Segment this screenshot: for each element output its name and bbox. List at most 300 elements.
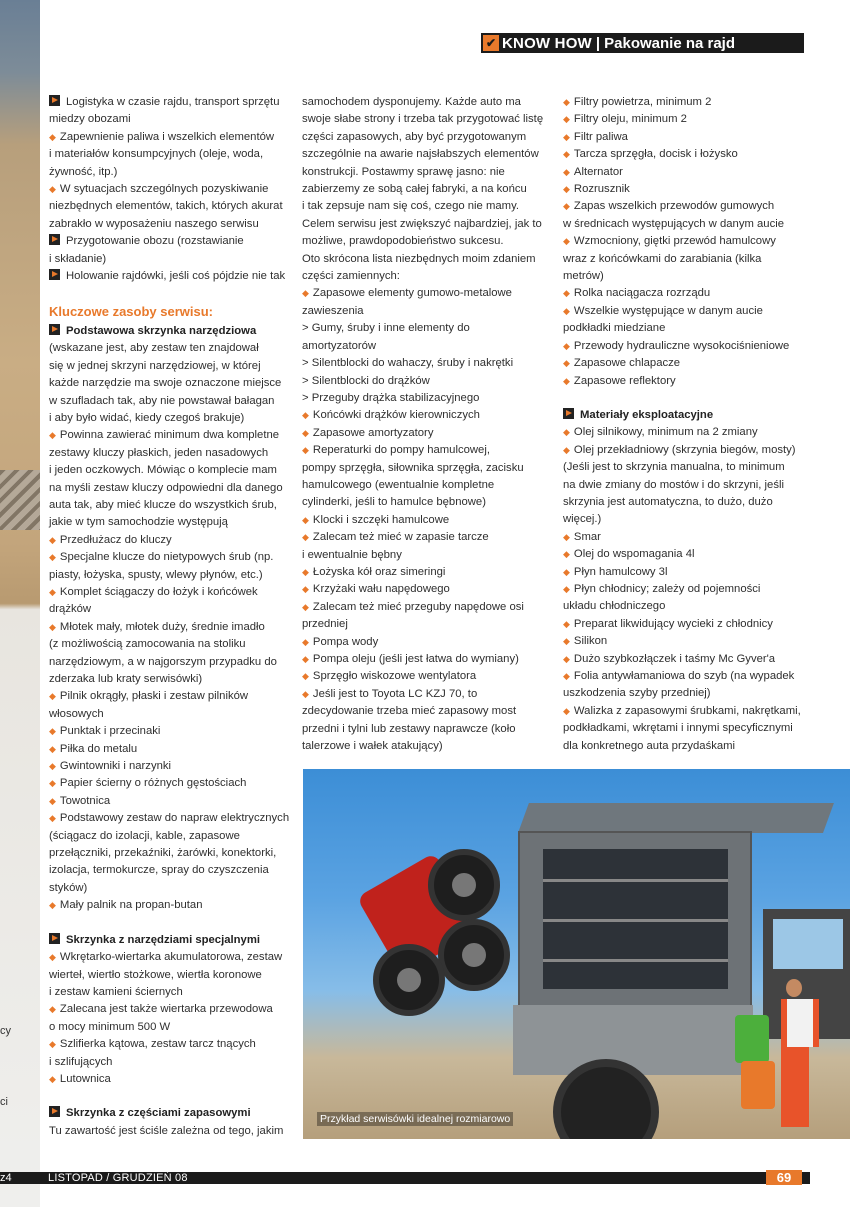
- list-item: [49, 967, 294, 984]
- list-item: [563, 320, 813, 337]
- list-item-text: (z możliwością zamocowania na stoliku: [49, 638, 246, 651]
- list-item-text: przedni i tylni lub zestawy naprawcze (koło: [302, 722, 516, 735]
- list-item-text: zabrakło w wyposażeniu naszego serwisu: [49, 217, 259, 230]
- list-item-text: Papier ścierny o różnych gęstościach: [59, 777, 247, 790]
- list-item-text: Pompa wody: [312, 635, 379, 648]
- list-item: [302, 181, 547, 198]
- quad-bike: [343, 849, 503, 999]
- diamond-bullet-icon: ◆: [563, 201, 570, 212]
- arrow-box-icon: [49, 324, 60, 335]
- list-item-text: możliwe, prawdopodobieństwo sukcesu.: [302, 235, 504, 248]
- list-item-text: Zapasowe reflektory: [573, 374, 676, 387]
- list-item: [302, 547, 547, 564]
- list-item: [563, 668, 813, 685]
- list-item-text: Wszelkie występujące w danym aucie: [573, 304, 763, 317]
- list-item: [49, 427, 294, 444]
- list-item: [302, 303, 547, 320]
- list-item: [49, 340, 294, 357]
- list-item: [302, 285, 547, 302]
- orange-barrel: [741, 1061, 775, 1109]
- list-item: [563, 703, 813, 720]
- diamond-bullet-icon: ◆: [49, 184, 56, 195]
- diamond-bullet-icon: ◆: [563, 149, 570, 160]
- list-item: [563, 355, 813, 372]
- diamond-bullet-icon: ◆: [563, 653, 570, 664]
- list-item: [49, 462, 294, 479]
- box3-heading: [49, 1105, 294, 1122]
- adjacent-page-text-2: ci: [0, 1096, 8, 1108]
- list-item-text: wierteł, wiertło stożkowe, wiertła koronowe: [49, 968, 262, 981]
- list-item: [49, 410, 294, 427]
- list-item: [563, 129, 813, 146]
- list-item: [302, 390, 547, 407]
- list-item: [49, 129, 294, 146]
- list-item: [563, 738, 813, 755]
- box1-list: [49, 340, 294, 914]
- list-item: [563, 285, 813, 302]
- box1-heading: [49, 323, 294, 340]
- list-item-text: niezbędnych elementów, takich, których akurat: [49, 200, 283, 213]
- list-item: [302, 494, 547, 511]
- list-item: [49, 845, 294, 862]
- list-item: [563, 494, 813, 511]
- list-item-text: Tarcza sprzęgła, docisk i łożysko: [573, 148, 738, 161]
- list-item-text: pompy sprzęgła, siłownika sprzęgła, zacisku: [302, 461, 524, 474]
- list-item: [563, 616, 813, 633]
- list-item: [302, 216, 547, 233]
- box1-title: Podstawowa skrzynka narzędziowa: [66, 324, 257, 337]
- list-item-text: konstrukcji. Postawmy sprawę jasno: nie: [302, 165, 505, 178]
- list-item: [563, 251, 813, 268]
- list-item-text: amortyzatorów: [302, 339, 377, 352]
- list-item: [49, 198, 294, 215]
- list-item-text: hamulcowego (ewentualnie kompletne: [302, 478, 495, 491]
- list-item: [563, 373, 813, 390]
- diamond-bullet-icon: ◆: [302, 288, 309, 299]
- article-title: Pakowanie na rajd: [604, 34, 736, 52]
- footer-bar: [40, 1172, 810, 1184]
- list-item: [563, 598, 813, 615]
- list-item: [49, 723, 294, 740]
- list-item: [563, 198, 813, 215]
- green-barrel: [735, 1015, 769, 1063]
- list-item: [302, 651, 547, 668]
- list-item-text: części zapasowych, aby być przygotowanym: [302, 130, 527, 143]
- list-item: [563, 685, 813, 702]
- list-item: [563, 164, 813, 181]
- list-item-text: i ewentualnie bębny: [302, 548, 402, 561]
- diamond-bullet-icon: ◆: [49, 430, 56, 441]
- list-item: [563, 633, 813, 650]
- list-item-text: Zapasowe chlapacze: [573, 357, 681, 370]
- list-item: [563, 181, 813, 198]
- list-item: [49, 94, 294, 111]
- list-item-text: Folia antywłamaniowa do szyb (na wypadek: [573, 670, 795, 682]
- list-item-text: Lutownica: [59, 1072, 111, 1085]
- diamond-bullet-icon: ◆: [563, 184, 570, 195]
- list-item-text: na myśli zestaw kluczy odpowiedni dla danego: [49, 481, 283, 494]
- list-item: [49, 880, 294, 897]
- list-item-text: drążków: [49, 603, 92, 616]
- list-item: [49, 984, 294, 1001]
- diamond-bullet-icon: ◆: [563, 583, 570, 594]
- diamond-bullet-icon: ◆: [563, 531, 570, 542]
- arrow-box-icon: [49, 95, 60, 106]
- list-item: [302, 129, 547, 146]
- list-item-text: zdecydowanie trzeba mieć zapasowy most: [302, 705, 517, 718]
- list-item: [302, 581, 547, 598]
- list-item-text: na dwie zmiany do mostów i do skrzyni, jeśli: [563, 478, 785, 491]
- list-item-text: auta tak, aby mieć klucze do wszystkich śrub,: [49, 498, 277, 511]
- arrow-box-icon: [49, 234, 60, 245]
- list-item: [49, 1036, 294, 1053]
- list-item: [302, 233, 547, 250]
- list-item: [563, 651, 813, 668]
- list-item: [49, 1019, 294, 1036]
- list-item: [563, 511, 813, 528]
- diamond-bullet-icon: ◆: [563, 549, 570, 560]
- list-item-text: zawieszenia: [302, 304, 364, 317]
- truck-cab-window: [773, 919, 843, 969]
- diamond-bullet-icon: ◆: [563, 427, 570, 438]
- diamond-bullet-icon: ◆: [302, 636, 309, 647]
- list-item-text: Młotek mały, młotek duży, średnie imadło: [59, 620, 265, 633]
- list-item-text: w szufladach tak, aby nie powstawał bałagan: [49, 394, 275, 407]
- text-column-1: [49, 94, 294, 1140]
- truck-awning: [518, 803, 834, 833]
- list-item-text: przedniej: [302, 618, 348, 631]
- list-item-text: (wskazane jest, aby zestaw ten znajdował: [49, 342, 259, 355]
- list-item-text: Zapas wszelkich przewodów gumowych: [573, 200, 775, 213]
- list-item: [49, 233, 294, 250]
- list-item-text: > Silentblocki do wahaczy, śruby i nakrętki: [302, 357, 514, 370]
- adjacent-page-text-3: z4: [0, 1172, 40, 1184]
- list-item: [49, 181, 294, 198]
- list-item-text: Podstawowy zestaw do napraw elektrycznych: [59, 812, 290, 825]
- list-item-text: styków): [49, 881, 88, 894]
- list-item: [49, 601, 294, 618]
- list-item-text: i zestaw kamieni ściernych: [49, 985, 183, 998]
- diamond-bullet-icon: ◆: [563, 375, 570, 386]
- list-item-text: > Przeguby drążka stabilizacyjnego: [302, 391, 480, 404]
- diamond-bullet-icon: ◆: [563, 566, 570, 577]
- list-item: [49, 862, 294, 879]
- list-item: [302, 599, 547, 616]
- arrow-box-icon: [49, 269, 60, 280]
- list-item: [563, 459, 813, 476]
- list-item-text: Dużo szybkozłączek i taśmy Mc Gyver'a: [573, 652, 776, 665]
- list-item: [49, 1001, 294, 1018]
- list-item: [49, 671, 294, 688]
- diamond-bullet-icon: ◆: [563, 131, 570, 142]
- list-item: [302, 668, 547, 685]
- list-item: [49, 706, 294, 723]
- truck-shelves: [543, 849, 728, 989]
- list-item-text: i aby było widać, kiedy czegoś brakuje): [49, 411, 245, 424]
- list-item: [49, 268, 294, 285]
- list-item-text: Klocki i szczęki hamulcowe: [312, 513, 450, 526]
- diamond-bullet-icon: ◆: [563, 236, 570, 247]
- spare-parts-list: [302, 94, 547, 755]
- diamond-bullet-icon: ◆: [302, 601, 309, 612]
- list-item: [49, 146, 294, 163]
- diamond-bullet-icon: ◆: [49, 761, 56, 772]
- list-item-text: Filtry oleju, minimum 2: [573, 113, 687, 126]
- list-item: [563, 529, 813, 546]
- list-item-text: w średnicach występujących w danym aucie: [563, 217, 785, 230]
- list-item-text: zabierzemy ze sobą całej fabryki, a na końcu: [302, 183, 527, 196]
- diamond-bullet-icon: ◆: [563, 671, 570, 681]
- list-item-text: Krzyżaki wału napędowego: [312, 583, 450, 596]
- list-item-text: Zalecam też mieć w zapasie tarcze: [312, 531, 489, 544]
- list-item: [302, 442, 547, 459]
- arrow-box-icon: [49, 1106, 60, 1117]
- list-item: [49, 688, 294, 705]
- list-item: [302, 251, 547, 268]
- diamond-bullet-icon: ◆: [49, 534, 56, 545]
- list-item: [49, 828, 294, 845]
- list-item: [49, 584, 294, 601]
- list-item-text: każde narzędzie ma swoje oznaczone miejsce: [49, 377, 282, 390]
- list-item: [49, 497, 294, 514]
- list-item-text: Mały palnik na propan-butan: [59, 899, 203, 912]
- diamond-bullet-icon: ◆: [49, 586, 56, 597]
- list-item-text: Olej przekładniowy (skrzynia biegów, mosty): [573, 443, 796, 456]
- list-item-text: Pompa oleju (jeśli jest łatwa do wymiany): [312, 653, 519, 665]
- list-item-text: Piłka do metalu: [59, 742, 138, 755]
- issue-label: LISTOPAD / GRUDZIEŃ 08: [48, 1172, 188, 1184]
- diamond-bullet-icon: ◆: [563, 305, 570, 316]
- list-item: [563, 216, 813, 233]
- list-item-text: Sprzęgło wiskozowe wentylatora: [312, 670, 477, 683]
- list-item: [563, 546, 813, 563]
- list-item: [302, 460, 547, 477]
- list-item: [49, 480, 294, 497]
- list-item-text: Zapasowe amortyzatory: [312, 426, 434, 439]
- list-item-text: samochodem dysponujemy. Każde auto ma: [302, 96, 521, 108]
- list-item: [302, 320, 547, 337]
- mechanic-figure: [773, 979, 813, 1129]
- list-item-text: miedzy obozami: [49, 113, 131, 126]
- list-item: [49, 111, 294, 128]
- list-item-text: Przygotowanie obozu (rozstawianie: [66, 235, 244, 248]
- materials-title: Materiały eksploatacyjne: [580, 408, 714, 421]
- list-item-text: talerzowe i wałek atakujący): [302, 740, 443, 753]
- list-item: [49, 1054, 294, 1071]
- list-item-text: Rozrusznik: [573, 183, 630, 196]
- diamond-bullet-icon: ◆: [563, 705, 570, 716]
- arrow-box-icon: [563, 408, 574, 419]
- list-item: [563, 424, 813, 441]
- diamond-bullet-icon: ◆: [563, 618, 570, 629]
- list-item: [49, 532, 294, 549]
- diamond-bullet-icon: ◆: [302, 671, 309, 682]
- list-item-text: metrów): [563, 270, 604, 283]
- diamond-bullet-icon: ◆: [49, 1073, 56, 1084]
- list-item-text: żywność, itp.): [49, 165, 118, 178]
- list-item-text: Końcówki drążków kierowniczych: [312, 409, 480, 422]
- list-item: [302, 512, 547, 529]
- diamond-bullet-icon: ◆: [49, 552, 56, 563]
- list-item-text: narzędziowym, a w najgorszym przypadku do: [49, 655, 277, 668]
- diamond-bullet-icon: ◆: [563, 288, 570, 299]
- list-item-text: więcej.): [563, 513, 602, 526]
- list-item-text: wraz z końcówkami do zarabiania (kilka: [563, 252, 762, 265]
- box3-list: [49, 1123, 294, 1140]
- adjacent-page-text-1: cy: [0, 1025, 11, 1037]
- list-item-text: podkładkami, wkrętami i innymi specyficznymi: [563, 722, 793, 735]
- list-item: [563, 146, 813, 163]
- diamond-bullet-icon: ◆: [49, 952, 56, 963]
- diamond-bullet-icon: ◆: [563, 340, 570, 351]
- list-item-text: uszkodzenia szyby przedniej): [563, 687, 711, 700]
- diamond-bullet-icon: ◆: [563, 97, 570, 107]
- diamond-bullet-icon: ◆: [49, 691, 56, 702]
- list-item-text: Płyn hamulcowy 3l: [573, 565, 668, 578]
- list-item-text: Zapewnienie paliwa i wszelkich elementów: [59, 130, 275, 143]
- list-item-text: Powinna zawierać minimum dwa kompletne: [59, 429, 280, 442]
- list-item: [49, 758, 294, 775]
- list-item: [302, 477, 547, 494]
- diamond-bullet-icon: ◆: [49, 131, 56, 142]
- list-item-text: Pilnik okrągły, płaski i zestaw pilników: [59, 690, 249, 703]
- list-item: [49, 567, 294, 584]
- list-item-text: Łożyska kół oraz simeringi: [312, 565, 446, 578]
- adjacent-page-photo-detail: [0, 470, 40, 530]
- diamond-bullet-icon: ◆: [49, 1039, 56, 1050]
- list-item-text: Alternator: [573, 165, 623, 178]
- list-item-text: Olej silnikowy, minimum na 2 zmiany: [573, 426, 758, 439]
- list-item: [302, 268, 547, 285]
- diamond-bullet-icon: ◆: [49, 743, 56, 754]
- list-item: [302, 686, 547, 703]
- list-item-text: Holowanie rajdówki, jeśli coś pójdzie nie tak: [66, 270, 286, 283]
- box2-heading: [49, 932, 294, 949]
- list-item-text: cylinderki, jeśli to hamulce bębnowe): [302, 496, 486, 509]
- list-item: [49, 775, 294, 792]
- list-item: [302, 373, 547, 390]
- list-item: [302, 616, 547, 633]
- diamond-bullet-icon: ◆: [563, 358, 570, 369]
- diamond-bullet-icon: ◆: [563, 166, 570, 177]
- list-item: [302, 146, 547, 163]
- photo-caption: Przykład serwisówki idealnej rozmiarowo: [317, 1112, 513, 1126]
- list-item-text: Smar: [573, 530, 601, 543]
- list-item-text: skrzynia jest automatyczna, to dużo, dużo: [563, 495, 773, 508]
- page-number: 69: [766, 1170, 802, 1185]
- list-item: [49, 619, 294, 636]
- list-item-text: (Jeśli jest to skrzynia manualna, to minimum: [563, 461, 785, 474]
- section-label: KNOW HOW: [502, 34, 592, 52]
- diamond-bullet-icon: ◆: [49, 1004, 56, 1015]
- diamond-bullet-icon: ◆: [563, 636, 570, 647]
- list-item-text: piasty, łożyska, spusty, wlewy płynów, etc.): [49, 568, 263, 581]
- list-item-text: i szlifujących: [49, 1055, 113, 1068]
- intro-list: [49, 94, 294, 285]
- list-item: [302, 425, 547, 442]
- list-item-text: Specjalne klucze do nietypowych śrub (np.: [59, 551, 274, 564]
- list-item: [49, 793, 294, 810]
- list-item-text: dla konkretnego auta przydaśkami: [563, 739, 736, 752]
- diamond-bullet-icon: ◆: [302, 654, 309, 664]
- list-item-text: i składanie): [49, 252, 107, 265]
- list-item: [563, 233, 813, 250]
- list-item: [302, 721, 547, 738]
- list-item: [49, 741, 294, 758]
- list-item: [49, 514, 294, 531]
- knowhow-logo-icon: ✔: [483, 35, 499, 51]
- list-item-text: Jeśli jest to Toyota LC KZJ 70, to: [312, 687, 478, 700]
- list-item-text: przełączniki, przekaźniki, żarówki, konektorki,: [49, 847, 277, 860]
- box3-title: Skrzynka z częściami zapasowymi: [66, 1107, 251, 1120]
- list-item-text: Gwintowniki i narzynki: [59, 760, 172, 773]
- list-item-text: Zalecam też mieć przeguby napędowe osi: [312, 600, 524, 613]
- list-item-text: i materiałów konsumpcyjnych (oleje, woda,: [49, 148, 264, 161]
- list-item: [302, 338, 547, 355]
- list-item: [302, 198, 547, 215]
- list-item: [563, 94, 813, 111]
- list-item-text: Przedłużacz do kluczy: [59, 533, 172, 546]
- diamond-bullet-icon: ◆: [302, 566, 309, 577]
- list-item-text: Tu zawartość jest ściśle zależna od tego, jakim: [49, 1124, 284, 1137]
- list-item-text: i tak zepsuje nam się coś, czego nie mamy.: [302, 200, 520, 213]
- list-item: [302, 564, 547, 581]
- section-title: Kluczowe zasoby serwisu:: [49, 304, 213, 320]
- list-item: [302, 634, 547, 651]
- list-item-text: Wzmocniony, giętki przewód hamulcowy: [573, 235, 776, 248]
- list-item: [302, 407, 547, 424]
- list-item-text: Zapasowe elementy gumowo-metalowe: [312, 287, 512, 300]
- list-item-text: W sytuacjach szczególnych pozyskiwanie: [59, 183, 269, 196]
- list-item-text: i jeden oczkowych. Mówiąc o komplecie mam: [49, 464, 277, 477]
- diamond-bullet-icon: ◆: [49, 778, 56, 789]
- spare-parts-list-continued: [563, 94, 813, 390]
- list-item-text: (ściągacz do izolacji, kable, zapasowe: [49, 829, 240, 842]
- list-item-text: Logistyka w czasie rajdu, transport sprzętu: [66, 96, 280, 108]
- list-item: [563, 477, 813, 494]
- list-item: [49, 251, 294, 268]
- list-item: [49, 393, 294, 410]
- list-item: [563, 442, 813, 459]
- service-truck-photo: [303, 769, 850, 1139]
- list-item-text: włosowych: [49, 707, 104, 720]
- diamond-bullet-icon: ◆: [302, 688, 309, 699]
- list-item: [302, 355, 547, 372]
- list-item-text: > Gumy, śruby i inne elementy do: [302, 322, 470, 335]
- section-header: [481, 33, 804, 53]
- list-item-text: podkładki miedziane: [563, 322, 666, 335]
- text-column-2: [302, 94, 547, 755]
- list-item-text: swoje słabe strony i trzeba tak przygotować listę: [302, 113, 544, 126]
- list-item: [49, 445, 294, 462]
- list-item-text: Towotnica: [59, 794, 111, 807]
- box2-title: Skrzynka z narzędziami specjalnymi: [66, 933, 261, 946]
- diamond-bullet-icon: ◆: [563, 114, 570, 125]
- list-item-text: > Silentblocki do drążków: [302, 374, 430, 387]
- diamond-bullet-icon: ◆: [49, 621, 56, 632]
- list-item: [563, 338, 813, 355]
- list-item-text: Filtry powietrza, minimum 2: [573, 96, 712, 108]
- list-item-text: Wkrętarko-wiertarka akumulatorowa, zestaw: [59, 951, 283, 964]
- list-item: [563, 581, 813, 598]
- list-item-text: Komplet ściągaczy do łożyk i końcówek: [59, 585, 258, 598]
- list-item-text: izolacja, termokurcze, spray do czyszczenia: [49, 864, 269, 877]
- list-item: [49, 636, 294, 653]
- diamond-bullet-icon: ◆: [49, 726, 56, 737]
- list-item-text: Silikon: [573, 635, 608, 648]
- diamond-bullet-icon: ◆: [302, 514, 309, 525]
- diamond-bullet-icon: ◆: [302, 427, 309, 438]
